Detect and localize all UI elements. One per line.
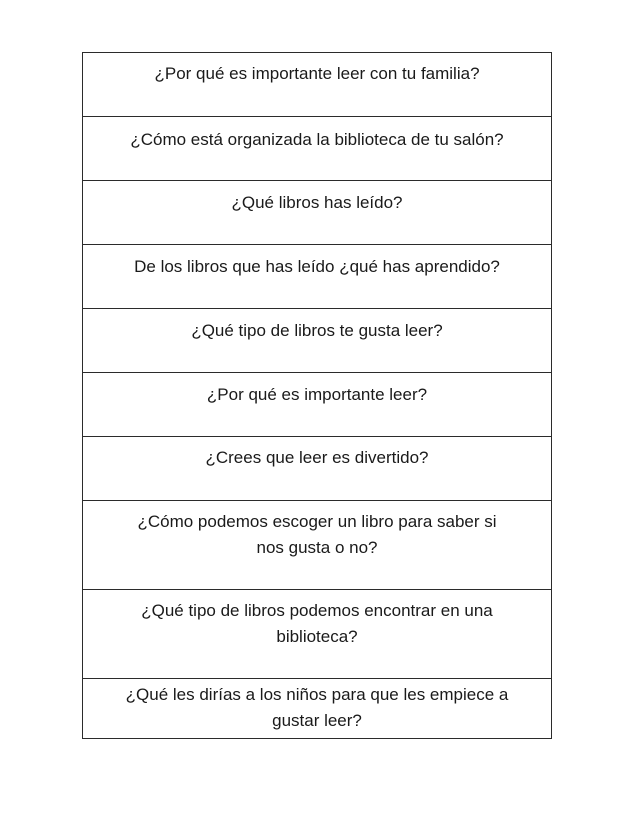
- question-text: ¿Cómo está organizada la biblioteca de tu salón?: [130, 130, 504, 149]
- question-row: [83, 117, 551, 181]
- question-text: ¿Cómo podemos escoger un libro para saber si nos gusta o no?: [137, 512, 497, 557]
- question-row: [83, 245, 551, 309]
- question-text: ¿Por qué es importante leer?: [206, 385, 428, 404]
- question-text: ¿Qué tipo de libros te gusta leer?: [191, 321, 443, 340]
- question-table: [82, 52, 552, 739]
- question-row: [83, 53, 551, 117]
- question-text: ¿Qué libros has leído?: [231, 193, 403, 212]
- question-text: ¿Por qué es importante leer con tu familia?: [154, 64, 480, 83]
- question-row: [83, 373, 551, 437]
- question-row: [83, 679, 551, 738]
- question-row: [83, 181, 551, 245]
- question-row: [83, 437, 551, 501]
- question-row: [83, 501, 551, 590]
- question-text: ¿Qué les dirías a los niños para que les empiece a gustar leer?: [125, 685, 509, 730]
- question-row: [83, 590, 551, 679]
- question-text: De los libros que has leído ¿qué has aprendido?: [134, 257, 500, 276]
- question-row: [83, 309, 551, 373]
- question-text: ¿Qué tipo de libros podemos encontrar en una biblioteca?: [141, 601, 493, 646]
- question-text: ¿Crees que leer es divertido?: [205, 448, 429, 467]
